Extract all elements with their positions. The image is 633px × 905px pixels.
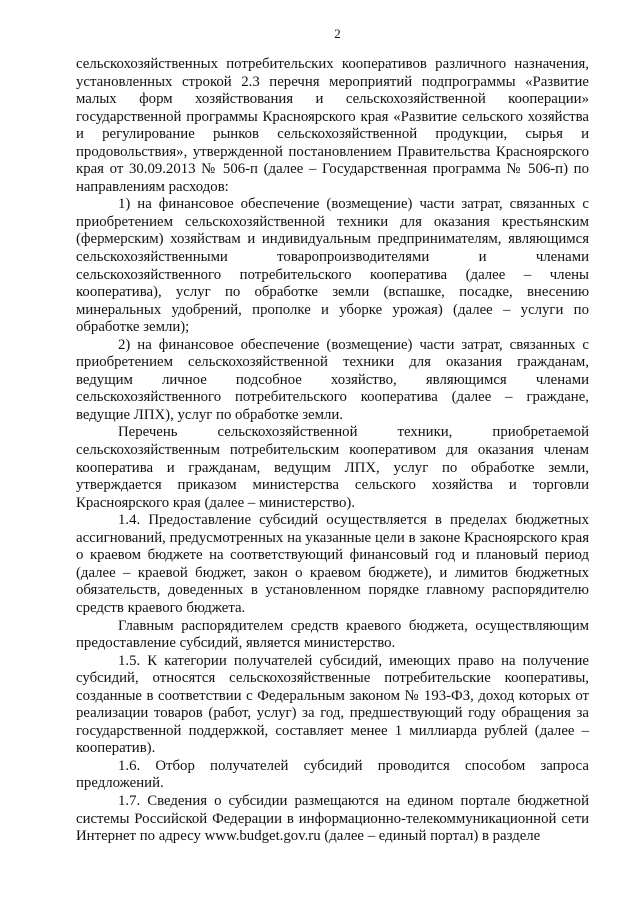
paragraph-item-2: 2) на финансовое обеспечение (возмещение) части затрат, связанных с приобретением сельскохозяйственной техники для оказания гражданам, ведущим личное подсобное хозяйство, являющимся членами сельскохозяйственного потребительского кооператива (далее – граждане, ведущие ЛПХ), услуг по обработке земли. (76, 336, 589, 423)
paragraph-main-manager: Главным распорядителем средств краевого бюджета, осуществляющим предоставление субсидий, является министерство. (76, 617, 589, 652)
paragraph-1-7: 1.7. Сведения о субсидии размещаются на едином портале бюджетной системы Российской Федерации в информационно-телекоммуникационной сети Интернет по адресу www.budget.gov.ru (далее – единый портал) в разделе (76, 792, 589, 845)
paragraph-1-4: 1.4. Предоставление субсидий осуществляется в пределах бюджетных ассигнований, предусмотренных на указанные цели в законе Красноярского края о краевом бюджете на соответствующий финансовый год и плановый период (далее – краевой бюджет, закон о краевом бюджете), и лимитов бюджетных обязательств, доведенных в установленном порядке главному распорядителю средств краевого бюджета. (76, 512, 589, 616)
paragraph-equipment-list: Перечень сельскохозяйственной техники, приобретаемой сельскохозяйственным потребительским кооперативом для оказания членам кооператива и гражданам, ведущим ЛПХ, услуг по обработке земли, утверждается приказом министерства сельского хозяйства и торговли Красноярского края (далее – министерство). (76, 424, 589, 511)
paragraph-intro: сельскохозяйственных потребительских кооперативов различного назначения, установленных строкой 2.3 перечня мероприятий подпрограммы «Развитие малых форм хозяйствования и сельскохозяйственной кооперации» государственной программы Красноярского края «Развитие сельского хозяйства и регулирование рынков сельскохозяйственной продукции, сырья и продовольствия», утвержденной постановлением Правительства Красноярского края от 30.09.2013 № 506-п (далее – Государственная программа № 506-п) по направлениям расходов: (76, 56, 589, 195)
page-number: 2 (334, 26, 341, 41)
paragraph-item-1: 1) на финансовое обеспечение (возмещение) части затрат, связанных с приобретением сельскохозяйственной техники для оказания крестьянским (фермерским) хозяйствам и индивидуальным предпринимателям, являющимся сельскохозяйственными товаропроизводителями и членами сельскохозяйственного потребительского кооператива (далее – члены кооператива), услуг по обработке земли (вспашке, посадке, внесению минеральных удобрений, прополке и уборке урожая) (далее – услуги по обработке земли); (76, 196, 589, 336)
paragraph-1-6: 1.6. Отбор получателей субсидий проводится способом запроса предложений. (76, 757, 589, 792)
paragraph-1-5: 1.5. К категории получателей субсидий, имеющих право на получение субсидий, относятся сельскохозяйственные потребительские кооперативы, созданные в соответствии с Федеральным законом № 193-ФЗ, доход которых от реализации товаров (работ, услуг) за год, предшествующий году обращения за государственной поддержкой, составляет менее 1 миллиарда рублей (далее – кооператив). (76, 652, 589, 757)
